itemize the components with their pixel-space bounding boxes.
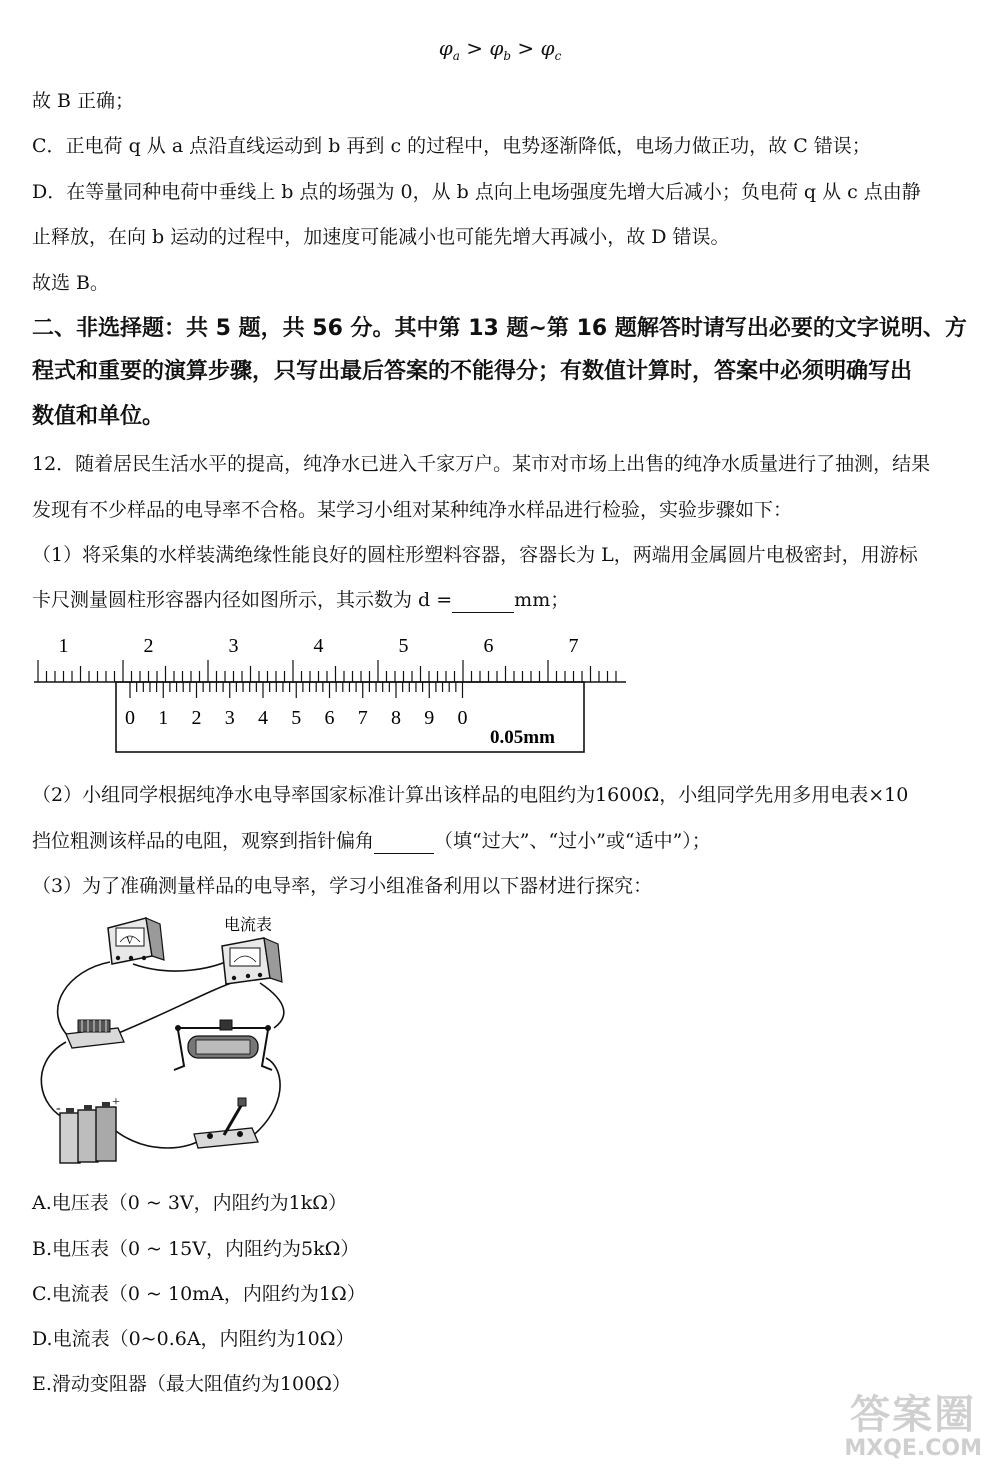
part-1-line1: （1）将采集的水样装满绝缘性能良好的圆柱形塑料容器，容器长为 L，两端用金属圆片电极密封，用游标: [32, 544, 918, 566]
switch-device: [194, 1098, 258, 1148]
site-watermark: [844, 1393, 982, 1461]
subscript-b: b: [503, 49, 512, 63]
battery-minus-label: -: [56, 1101, 61, 1116]
vernier-scale-label: 1: [158, 707, 169, 729]
part-1-prompt: 卡尺测量圆柱形容器内径如图所示，其示数为 d =: [32, 589, 453, 611]
vernier-scale-label: 0: [457, 707, 468, 729]
main-scale-label: 7: [568, 635, 579, 657]
answer-line-option-d: D．在等量同种电荷中垂线上 b 点的场强为 0，从 b 点向上电场强度先增大后减小；负电荷 q 从 c 点由静: [32, 181, 921, 203]
part-2-line2: [32, 828, 711, 854]
watermark-url: MXQE.COM: [844, 1436, 982, 1461]
main-scale-labels: [59, 635, 579, 657]
section-heading-line1: 二、非选择题：共 5 题，共 56 分。其中第 13 题~第 16 题解答时请写出必要的文字说明、方: [32, 316, 967, 341]
wire-switch-to-rheostat: [250, 1058, 280, 1138]
ammeter-device: [222, 938, 282, 984]
gt-sign: >: [459, 36, 490, 60]
main-scale-label: 3: [228, 635, 239, 657]
vernier-caliper-figure: [30, 630, 630, 760]
section-heading-line2: 程式和重要的演算步骤，只写出最后答案的不能得分；有数值计算时，答案中必须明确写出: [32, 359, 913, 384]
wire-ammeter-to-rheostat: [260, 983, 284, 1028]
battery-plus-label: +: [112, 1095, 120, 1110]
voltmeter-face-label: V: [126, 936, 134, 947]
answer-line-choose-b: 故选 B。: [32, 272, 110, 294]
ammeter-label: 电流表: [224, 917, 273, 934]
vernier-scale-label: 6: [324, 707, 335, 729]
vernier-scale-label: 0: [125, 707, 135, 729]
potential-inequality: [0, 36, 1000, 63]
part-1-unit: mm；: [514, 589, 570, 611]
battery-device: [56, 1095, 120, 1163]
wire-resistor-to-battery: [41, 1042, 68, 1120]
wire-battery-to-switch: [112, 1128, 203, 1148]
part-1-line2: [32, 587, 569, 613]
part-2-options: （填“过大”、“过小”或“适中”）；: [434, 830, 711, 852]
phi-symbol: φ: [540, 36, 555, 60]
question-12-stem-line2: 发现有不少样品的电导率不合格。某学习小组对某种纯净水样品进行检验，实验步骤如下：: [32, 499, 793, 521]
equipment-option-a: A.电压表（0 ~ 3V，内阻约为1kΩ）: [32, 1192, 348, 1214]
equipment-option-e: E.滑动变阻器（最大阻值约为100Ω）: [32, 1373, 351, 1395]
answer-line-b-correct: 故 B 正确；: [32, 90, 135, 112]
vernier-scale-label: 4: [258, 707, 268, 729]
resistor-sample-device: [66, 1020, 124, 1048]
circuit-apparatus-figure: [28, 908, 298, 1173]
answer-line-option-d-cont: 止释放，在向 b 运动的过程中，加速度可能减小也可能先增大再减小，故 D 错误。: [32, 226, 730, 248]
equipment-option-d: D.电流表（0~0.6A，内阻约为10Ω）: [32, 1328, 355, 1350]
voltmeter-device: [108, 918, 164, 964]
main-scale-label: 5: [398, 635, 409, 657]
vernier-precision-label: 0.05mm: [490, 727, 555, 748]
equipment-option-b: B.电压表（0 ~ 15V，内阻约为5kΩ）: [32, 1238, 360, 1260]
vernier-scale: [130, 682, 463, 698]
vernier-scale-label: 2: [191, 707, 202, 729]
watermark-logo-text: 答案圈: [850, 1392, 977, 1438]
vernier-scale-label: 8: [391, 707, 401, 729]
answer-blank-deflection[interactable]: [374, 833, 434, 854]
gt-sign: >: [511, 36, 541, 60]
vernier-scale-label: 5: [291, 707, 302, 729]
phi-symbol: φ: [489, 36, 504, 60]
section-heading-line3: 数值和单位。: [32, 404, 165, 429]
equipment-option-c: C.电流表（0 ~ 10mA，内阻约为1Ω）: [32, 1283, 366, 1305]
main-scale-label: 2: [143, 635, 154, 657]
main-scale-label: 6: [483, 635, 494, 657]
part-2-line1: （2）小组同学根据纯净水电导率国家标准计算出该样品的电阻约为1600Ω，小组同学先用多用电表×10: [32, 784, 909, 806]
phi-symbol: φ: [438, 36, 453, 60]
part-2-prompt: 挡位粗测该样品的电阻，观察到指针偏角: [32, 830, 375, 852]
answer-line-option-c: C．正电荷 q 从 a 点沿直线运动到 b 再到 c 的过程中，电势逐渐降低，电场力做正功，故 C 错误；: [32, 135, 871, 157]
main-scale: [34, 660, 626, 682]
vernier-scale-label: 9: [424, 707, 435, 729]
vernier-scale-label: 7: [357, 707, 368, 729]
main-scale-label: 4: [313, 635, 324, 657]
rheostat-device: [174, 1020, 272, 1070]
answer-blank-d[interactable]: [452, 592, 514, 613]
question-12-stem-line1: 12．随着居民生活水平的提高，纯净水已进入千家万户。某市对市场上出售的纯净水质量进行了抽测，结果: [32, 453, 931, 475]
vernier-scale-label: 3: [224, 707, 235, 729]
subscript-c: c: [554, 49, 562, 63]
wire-voltmeter-to-ammeter: [133, 960, 230, 971]
part-3-line: （3）为了准确测量样品的电导率，学习小组准备利用以下器材进行探究：: [32, 875, 653, 897]
main-scale-label: 1: [58, 635, 69, 657]
vernier-scale-labels: [125, 707, 468, 729]
subscript-a: a: [452, 49, 460, 63]
